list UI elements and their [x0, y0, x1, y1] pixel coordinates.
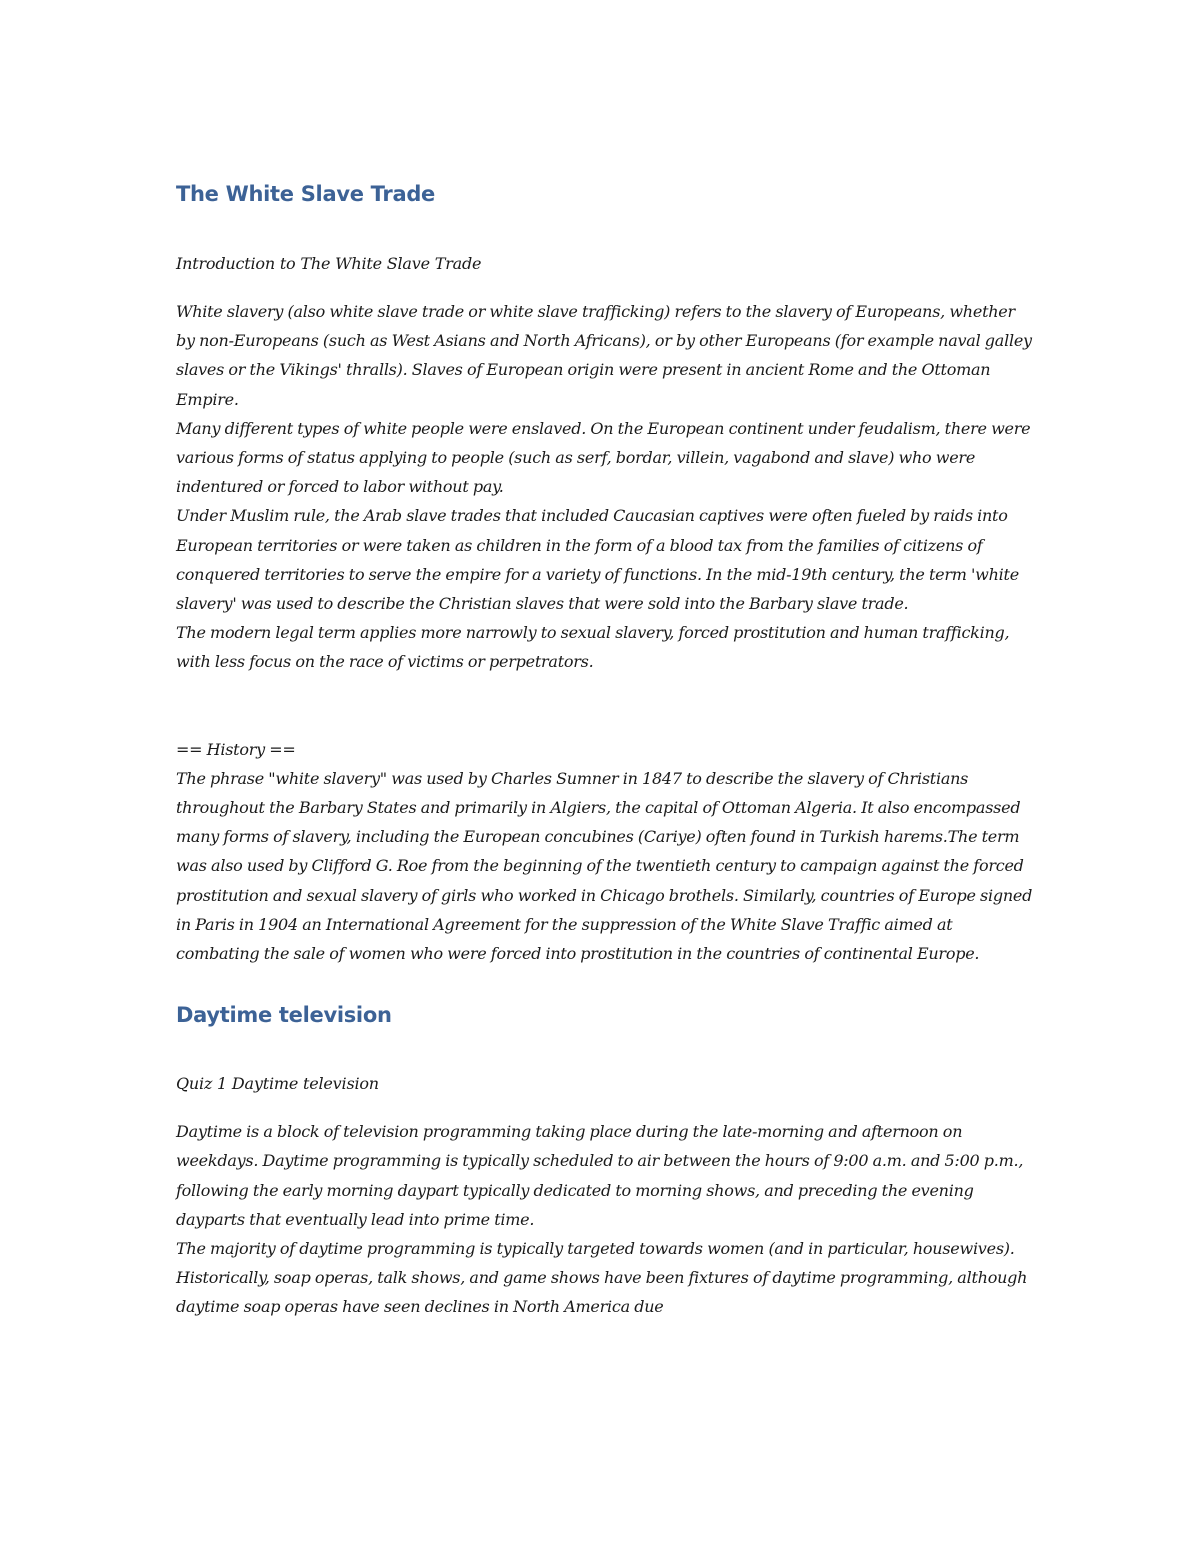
paragraph: Daytime is a block of television programming taking place during the late-morning and afternoon on weekdays. Daytime programming is typically scheduled to air between the hours of 9:00 a.m. and 5:00 p.m., following the early morning daypart typically dedicated to morning shows, and preceding the evening dayparts that eventually lead into prime time. [176, 1122, 1024, 1229]
paragraph: Many different types of white people were enslaved. On the European continent under feudalism, there were various forms of status applying to people (such as serf, bordar, villein, vagabond and slave) who were indentured or forced to labor without pay. [176, 418, 1031, 497]
section-subtitle-quiz: Quiz 1 Daytime television [176, 1074, 379, 1094]
document-content [176, 178, 1036, 1322]
paragraph: Under Muslim rule, the Arab slave trades that included Caucasian captives were often fueled by raids into European territories or were taken as children in the form of a blood tax from the families of citizens of conquered territories to serve the empire for a variety of functions. In the mid-19th century, the term 'white slavery' was used to describe the Christian slaves that were sold into the Barbary slave trade. [176, 506, 1019, 614]
history-heading: == History == [176, 739, 296, 759]
paragraph: White slavery (also white slave trade or white slave trafficking) refers to the slavery of Europeans, whether by non-Europeans (such as West Asians and North Africans), or by other Europeans (for example naval galley slaves or the Vikings' thralls). Slaves of European origin were present in ancient Rome and the Ottoman Empire. [176, 302, 1032, 409]
history-block [176, 735, 1036, 969]
section-subtitle-introduction: Introduction to The White Slave Trade [176, 254, 482, 273]
section-body-white-slave-trade [176, 297, 1036, 677]
section-title-white-slave-trade: The White Slave Trade [176, 182, 435, 206]
paragraph: The modern legal term applies more narrowly to sexual slavery, forced prostitution and human trafficking, with less focus on the race of victims or perpetrators. [176, 623, 1010, 672]
paragraph: The majority of daytime programming is typically targeted towards women (and in particular, housewives). Historically, soap operas, talk shows, and game shows have been fixtures of daytime programming, although daytime soap operas have seen declines in North America due [176, 1239, 1028, 1317]
section-title-daytime-television: Daytime television [176, 1003, 392, 1028]
section-body-daytime-television [176, 1117, 1036, 1321]
paragraph: The phrase "white slavery" was used by Charles Sumner in 1847 to describe the slavery of Christians throughout the Barbary States and primarily in Algiers, the capital of Ottoman Algeria. It also encompassed many forms of slavery, including the European concubines (Cariye) often found in Turkish harems.The term was also used by Clifford G. Roe from the beginning of the twentieth century to campaign against the forced prostitution and sexual slavery of girls who worked in Chicago brothels. Similarly, countries of Europe signed in Paris in 1904 an International Agreement for the suppression of the White Slave Traffic aimed at combating the sale of women who were forced into prostitution in the countries of continental Europe. [176, 768, 1033, 964]
